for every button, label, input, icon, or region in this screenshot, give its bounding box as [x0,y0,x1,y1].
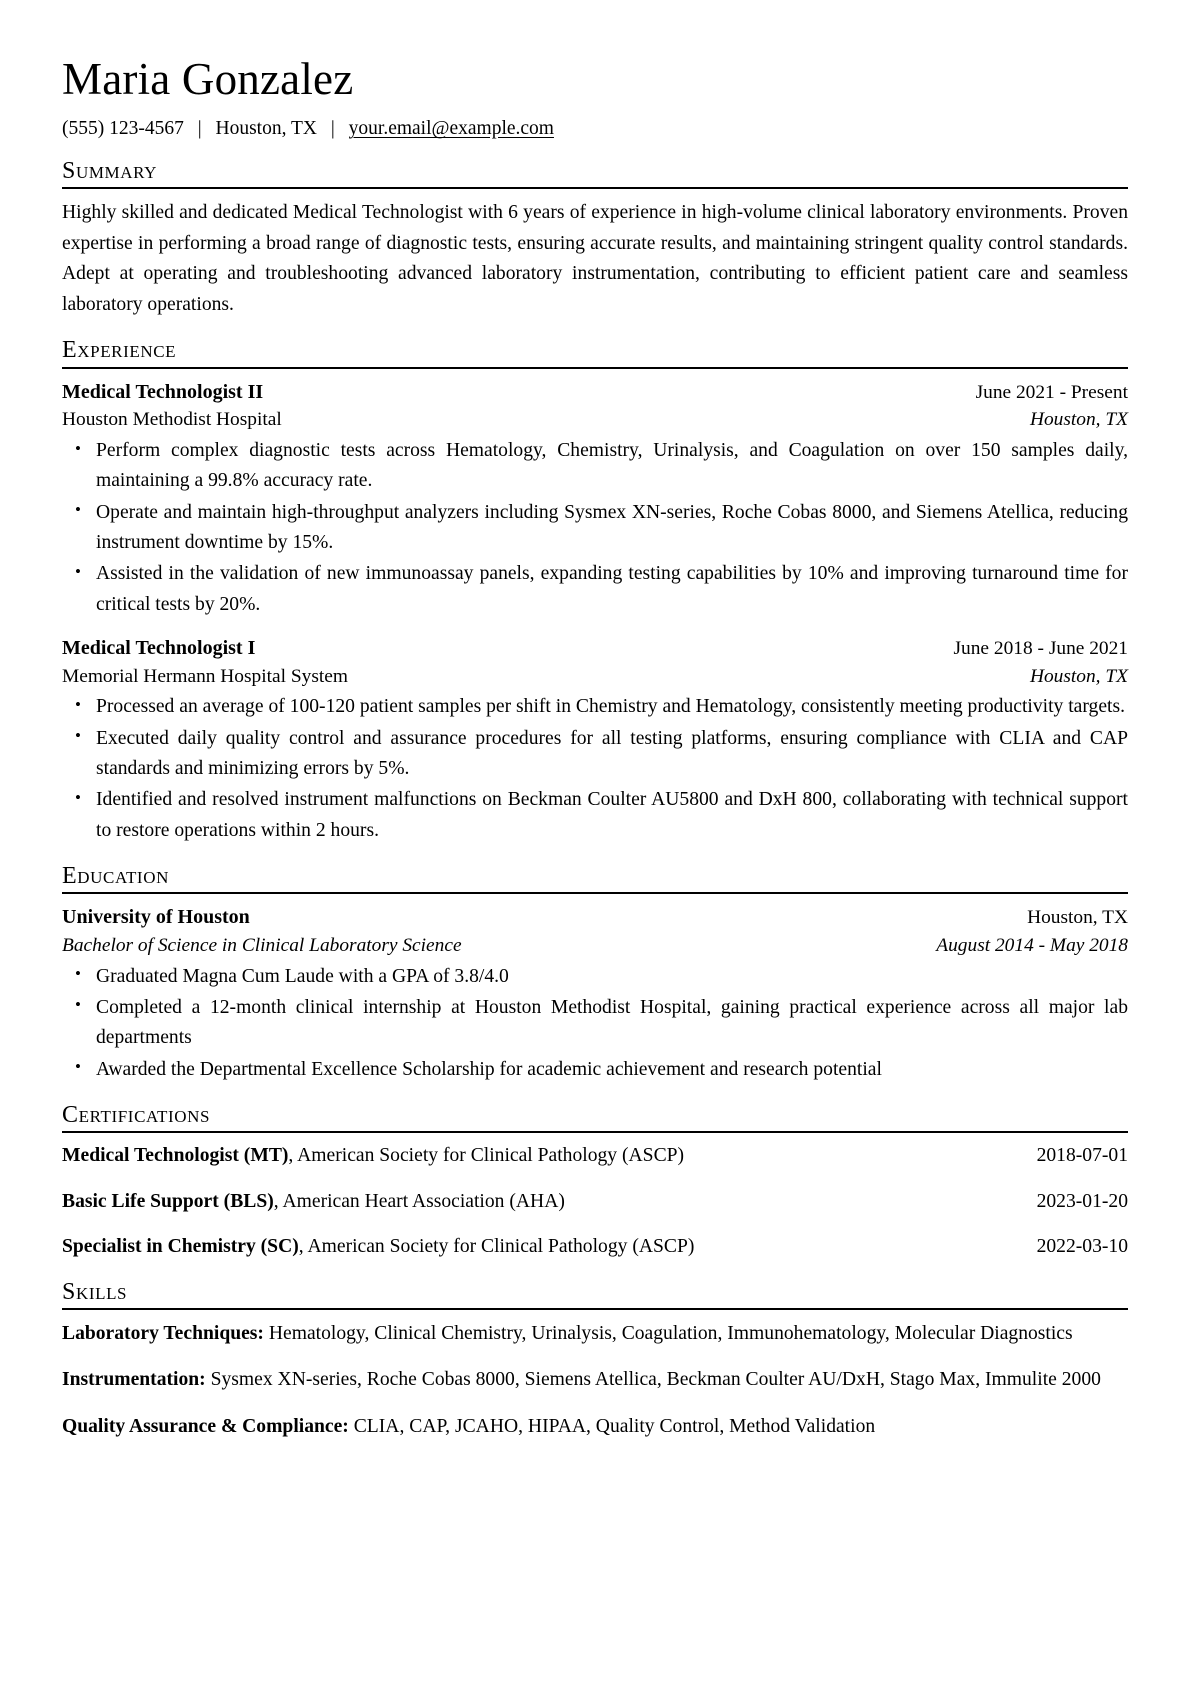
section-title-skills: Skills [62,1278,128,1305]
experience-entry [62,634,1128,846]
job-bullet: • Processed an average of 100-120 patient samples per shift in Chemistry and Hematology, consistently meeting productivity targets. [62,692,1128,722]
certification-date: 2018-07-01 [1036,1145,1128,1167]
job-location: Houston, TX [1029,665,1128,687]
skill-group-values: Sysmex XN-series, Roche Cobas 8000, Siemens Atellica, Beckman Coulter AU/DxH, Stago Max, Immulite 2000 [210,1369,1101,1391]
job-title: Medical Technologist II [62,380,264,403]
summary-text: Highly skilled and dedicated Medical Technologist with 6 years of experience in high-volume clinical laboratory environments. Proven expertise in performing a broad range of diagnostic tests, ensuring accurate results, and maintaining stringent quality control standards. Adept at operating and troubleshooting advanced laboratory instrumentation, contributing to efficient patient care and seamless laboratory operations. [62,202,1128,315]
skill-group [62,1319,1128,1349]
job-bullet: • Assisted in the validation of new immunoassay panels, expanding testing capabilities by 10% and improving turnaround time for critical tests by 20%. [62,559,1128,620]
contact-phone: (555) 123-4567 [62,118,184,140]
skill-group-values: Hematology, Clinical Chemistry, Urinalysis, Coagulation, Immunohematology, Molecular Diagnostics [268,1323,1073,1345]
skill-group-label: Laboratory Techniques: [62,1323,264,1345]
job-dates: June 2018 - June 2021 [953,638,1128,660]
skill-group-label: Instrumentation: [62,1369,206,1391]
job-organization: Houston Methodist Hospital [62,409,282,431]
certification-issuer: , American Society for Clinical Pathology (ASCP) [288,1145,685,1167]
section-skills [62,1280,1128,1443]
contact-location: Houston, TX [215,118,317,140]
experience-entry-header [62,378,1128,407]
skill-group [62,1412,1128,1442]
contact-separator: | [197,118,202,140]
certification-issuer: , American Heart Association (AHA) [273,1190,565,1212]
section-title-summary: Summary [62,157,158,184]
education-bullet: • Graduated Magna Cum Laude with a GPA of 3.8/4.0 [62,962,1128,992]
certifications-body [62,1133,1128,1261]
experience-body [62,369,1128,846]
job-bullet-list [62,692,1128,846]
education-entry-subheader [62,932,1128,960]
summary-body [62,189,1128,320]
job-bullet: • Executed daily quality control and assurance procedures for all testing platforms, ensuring compliance with CLIA and CAP standards and minimizing errors by 5%. [62,724,1128,785]
certification-text [62,1233,694,1261]
section-summary [62,159,1128,321]
contact-line [62,117,1128,140]
education-entry-header [62,903,1128,932]
section-title-experience: Experience [62,337,177,364]
skill-group [62,1365,1128,1395]
certification-issuer: , American Society for Clinical Pathology (ASCP) [298,1236,695,1258]
contact-separator: | [330,118,335,140]
skill-group-label: Quality Assurance & Compliance: [62,1415,349,1437]
resume-header [62,54,1128,141]
certification-text [62,1188,565,1216]
degree-name: Bachelor of Science in Clinical Laboratory Science [62,935,462,957]
education-entry [62,903,1128,1085]
job-bullet: • Perform complex diagnostic tests across Hematology, Chemistry, Urinalysis, and Coagulation on over 150 samples daily, maintaining a 99.8% accuracy rate. [62,436,1128,497]
certification-row [62,1188,1128,1216]
job-bullet: • Operate and maintain high-throughput analyzers including Sysmex XN-series, Roche Cobas 8000, and Siemens Atellica, reducing instrument downtime by 15%. [62,498,1128,559]
job-title: Medical Technologist I [62,637,256,660]
education-bullet: • Completed a 12-month clinical internship at Houston Methodist Hospital, gaining practical experience across all major lab departments [62,993,1128,1054]
experience-entry-subheader [62,406,1128,434]
education-dates: August 2014 - May 2018 [936,935,1128,957]
certification-row [62,1233,1128,1261]
section-education [62,864,1128,1085]
job-bullet-list [62,436,1128,620]
experience-entry [62,378,1128,620]
candidate-name: Maria Gonzalez [62,54,354,104]
skills-body [62,1310,1128,1442]
job-dates: June 2021 - Present [975,381,1128,403]
certification-text [62,1142,684,1170]
job-organization: Memorial Hermann Hospital System [62,665,348,687]
education-bullet: • Awarded the Departmental Excellence Scholarship for academic achievement and research potential [62,1055,1128,1085]
certification-name: Basic Life Support (BLS) [62,1190,274,1212]
job-location: Houston, TX [1029,409,1128,431]
job-bullet: • Identified and resolved instrument malfunctions on Beckman Coulter AU5800 and DxH 800, collaborating with technical support to restore operations within 2 hours. [62,785,1128,846]
certification-row [62,1142,1128,1170]
school-location: Houston, TX [1027,907,1128,929]
skill-group-values: CLIA, CAP, JCAHO, HIPAA, Quality Control, Method Validation [353,1415,876,1437]
school-name: University of Houston [62,906,250,929]
certification-name: Medical Technologist (MT) [62,1145,289,1167]
contact-email-link[interactable]: your.email@example.com [348,118,554,140]
section-certifications [62,1103,1128,1262]
section-experience [62,338,1128,846]
experience-entry-subheader [62,663,1128,691]
section-title-education: Education [62,863,169,890]
certification-date: 2023-01-20 [1036,1190,1128,1212]
certification-name: Specialist in Chemistry (SC) [62,1236,299,1258]
education-bullet-list [62,962,1128,1085]
section-title-certifications: Certifications [62,1102,211,1129]
experience-entry-header [62,634,1128,663]
education-body [62,894,1128,1085]
certification-date: 2022-03-10 [1036,1236,1128,1258]
